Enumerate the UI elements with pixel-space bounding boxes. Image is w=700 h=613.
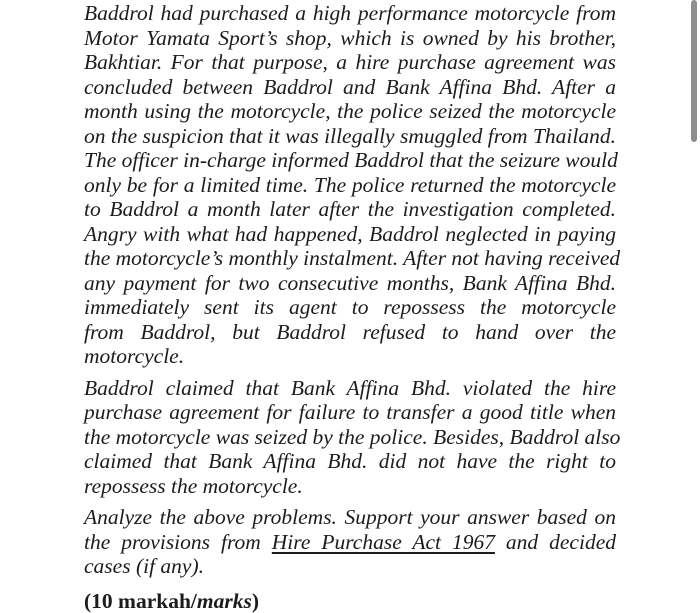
marks-english: marks — [197, 589, 252, 613]
text-line: the motorcycle’s monthly instalment. After not having received — [84, 246, 616, 271]
text-line: only be for a limited time. The police returned the motorcycle — [84, 173, 616, 198]
text-line: Baddrol had purchased a high performance motorcycle from — [84, 1, 616, 26]
text-line: the motorcycle was seized by the police. Besides, Baddrol also — [84, 425, 616, 450]
text-line: cases (if any). — [84, 554, 616, 579]
text-line: Motor Yamata Sport’s shop, which is owned by his brother, — [84, 26, 616, 51]
text-line: motorcycle. — [84, 344, 616, 369]
text-line: to Baddrol a month later after the investigation completed. — [84, 197, 616, 222]
text-fragment: and decided — [495, 530, 616, 554]
text-line: repossess the motorcycle. — [84, 474, 616, 499]
text-line: The officer in-charge informed Baddrol that the seizure would — [84, 148, 616, 173]
paragraph-facts — [84, 1, 616, 369]
text-line: any payment for two consecutive months, Bank Affina Bhd. — [84, 271, 616, 296]
vertical-scrollbar[interactable] — [691, 0, 697, 142]
paragraph-question — [84, 505, 616, 579]
text-fragment: the provisions from — [84, 530, 272, 554]
text-line: Bakhtiar. For that purpose, a hire purchase agreement was — [84, 50, 616, 75]
paragraph-claims — [84, 376, 616, 499]
text-line: Baddrol claimed that Bank Affina Bhd. violated the hire — [84, 376, 616, 401]
marks-close: ) — [252, 589, 259, 613]
text-line — [84, 530, 616, 555]
text-line: immediately sent its agent to repossess the motorcycle — [84, 295, 616, 320]
text-line: Angry with what had happened, Baddrol neglected in paying — [84, 222, 616, 247]
question-page — [84, 1, 616, 613]
text-line: claimed that Bank Affina Bhd. did not have the right to — [84, 449, 616, 474]
text-line: concluded between Baddrol and Bank Affina Bhd. After a — [84, 75, 616, 100]
text-line: month using the motorcycle, the police seized the motorcycle — [84, 99, 616, 124]
act-reference: Hire Purchase Act 1967 — [272, 530, 495, 554]
text-line: purchase agreement for failure to transfer a good title when — [84, 400, 616, 425]
marks-label — [84, 589, 616, 613]
text-line: from Baddrol, but Baddrol refused to hand over the — [84, 320, 616, 345]
text-line: Analyze the above problems. Support your answer based on — [84, 505, 616, 530]
marks-malay: markah/ — [118, 589, 197, 613]
paragraph-gap — [84, 369, 616, 376]
paragraph-gap — [84, 498, 616, 505]
marks-open: (10 — [84, 589, 118, 613]
text-line: on the suspicion that it was illegally smuggled from Thailand. — [84, 124, 616, 149]
